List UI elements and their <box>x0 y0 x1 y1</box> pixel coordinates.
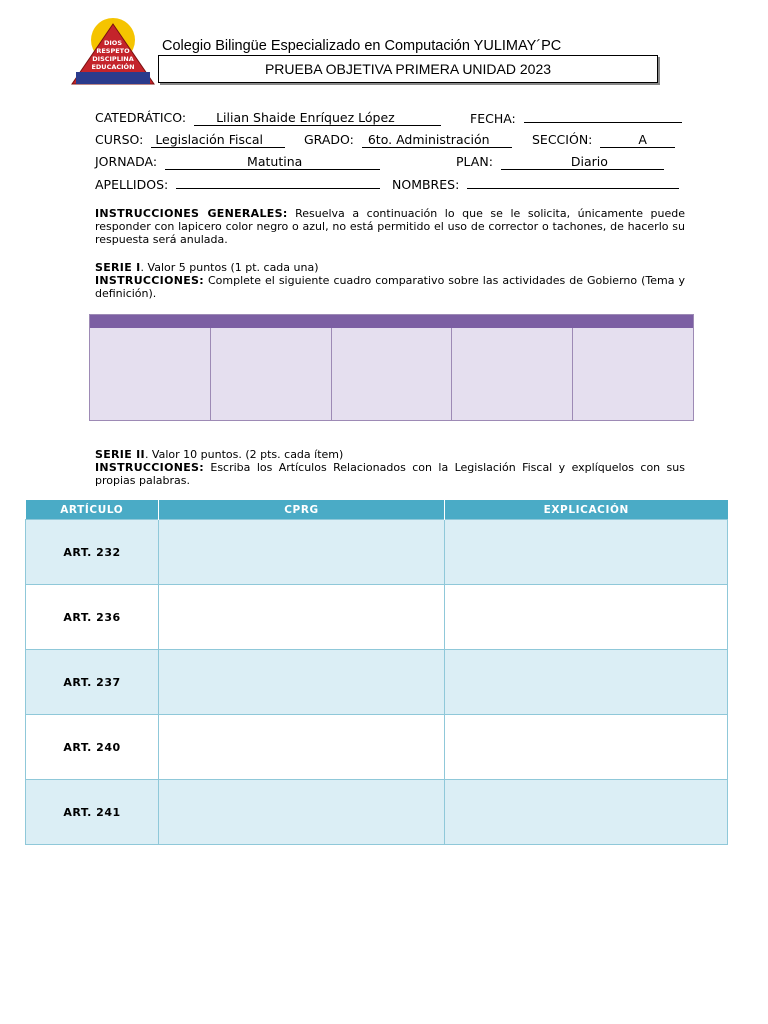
table-row <box>26 520 728 585</box>
comparative-cell[interactable] <box>452 328 573 420</box>
table-row <box>26 650 728 715</box>
comparative-cell[interactable] <box>211 328 332 420</box>
seccion-label: SECCIÓN: <box>532 132 593 147</box>
fecha-blank[interactable] <box>524 110 682 123</box>
curso-label: CURSO: <box>95 132 144 147</box>
school-logo <box>70 16 156 88</box>
explanation-cell[interactable] <box>445 780 728 845</box>
table-row <box>26 585 728 650</box>
fecha-label: FECHA: <box>470 111 516 126</box>
explanation-cell[interactable] <box>445 585 728 650</box>
curso-value: Legislación Fiscal <box>151 132 285 148</box>
jornada-value: Matutina <box>165 154 380 170</box>
serie1-instructions-label: INSTRUCCIONES: <box>95 274 204 287</box>
article-number: ART. 237 <box>26 650 159 715</box>
plan-label: PLAN: <box>456 154 493 169</box>
field-curso <box>95 132 285 147</box>
seccion-value: A <box>600 132 675 148</box>
serie2-block <box>95 448 685 487</box>
logo-word-3: DISCIPLINA <box>92 55 134 63</box>
catedratico-label: CATEDRÁTICO: <box>95 110 187 125</box>
header-articulo: ARTÍCULO <box>26 500 159 520</box>
cprg-cell[interactable] <box>159 585 445 650</box>
table-row <box>26 715 728 780</box>
comparative-cell[interactable] <box>332 328 453 420</box>
logo-word-4: EDUCACIÓN <box>91 63 135 71</box>
comparative-table-header <box>90 315 693 328</box>
serie2-label: SERIE II <box>95 448 145 461</box>
serie1-value: . Valor 5 puntos (1 pt. cada una) <box>140 261 319 274</box>
article-number: ART. 240 <box>26 715 159 780</box>
catedratico-value: Lilian Shaide Enríquez López <box>194 110 441 126</box>
field-nombres <box>392 176 679 192</box>
header-explicacion: EXPLICACIÓN <box>445 500 728 520</box>
header-cprg: CPRG <box>159 500 445 520</box>
article-number: ART. 232 <box>26 520 159 585</box>
serie1-label: SERIE I <box>95 261 141 274</box>
field-apellidos <box>95 176 380 192</box>
logo-word-1: DIOS <box>103 39 123 47</box>
general-instructions-label: INSTRUCCIONES GENERALES: <box>95 207 288 220</box>
cprg-cell[interactable] <box>159 650 445 715</box>
explanation-cell[interactable] <box>445 715 728 780</box>
apellidos-label: APELLIDOS: <box>95 177 169 192</box>
field-catedratico <box>95 110 441 125</box>
serie2-value: . Valor 10 puntos. (2 pts. cada ítem) <box>144 448 344 461</box>
field-jornada <box>95 154 380 169</box>
nombres-label: NOMBRES: <box>392 177 460 192</box>
cprg-cell[interactable] <box>159 780 445 845</box>
serie2-instructions-text: Escriba los Artículos Relacionados con la Legislación Fiscal y explíquelos con sus propias palabras. <box>95 461 685 487</box>
cprg-cell[interactable] <box>159 715 445 780</box>
article-number: ART. 241 <box>26 780 159 845</box>
plan-value: Diario <box>501 154 664 170</box>
explanation-cell[interactable] <box>445 650 728 715</box>
logo-word-2: RESPETO <box>96 47 130 55</box>
article-number: ART. 236 <box>26 585 159 650</box>
serie2-instructions-label: INSTRUCCIONES: <box>95 461 204 474</box>
field-plan <box>456 154 664 169</box>
exam-title: PRUEBA OBJETIVA PRIMERA UNIDAD 2023 <box>158 55 658 83</box>
comparative-cell[interactable] <box>90 328 211 420</box>
grado-value: 6to. Administración <box>362 132 512 148</box>
comparative-table <box>89 314 694 421</box>
explanation-cell[interactable] <box>445 520 728 585</box>
field-fecha <box>470 110 682 126</box>
apellidos-blank[interactable] <box>176 176 380 189</box>
field-seccion <box>532 132 675 147</box>
comparative-cell[interactable] <box>573 328 693 420</box>
jornada-label: JORNADA: <box>95 154 158 169</box>
general-instructions <box>95 207 685 246</box>
general-instructions-text: Resuelva a continuación lo que se le solicita, únicamente puede responder con lapicero color negro o azul, no está permitido el uso de corrector o tachones, de hacerlo su respuesta será anulada. <box>95 207 685 246</box>
cprg-cell[interactable] <box>159 520 445 585</box>
articles-table <box>25 500 728 845</box>
school-name: Colegio Bilingüe Especializado en Computación YULIMAY´PC <box>162 38 562 54</box>
serie1-block <box>95 261 685 300</box>
grado-label: GRADO: <box>304 132 354 147</box>
serie1-instructions-text: Complete el siguiente cuadro comparativo sobre las actividades de Gobierno (Tema y definición). <box>95 274 685 300</box>
field-grado <box>304 132 512 147</box>
table-row <box>26 780 728 845</box>
nombres-blank[interactable] <box>467 176 679 189</box>
